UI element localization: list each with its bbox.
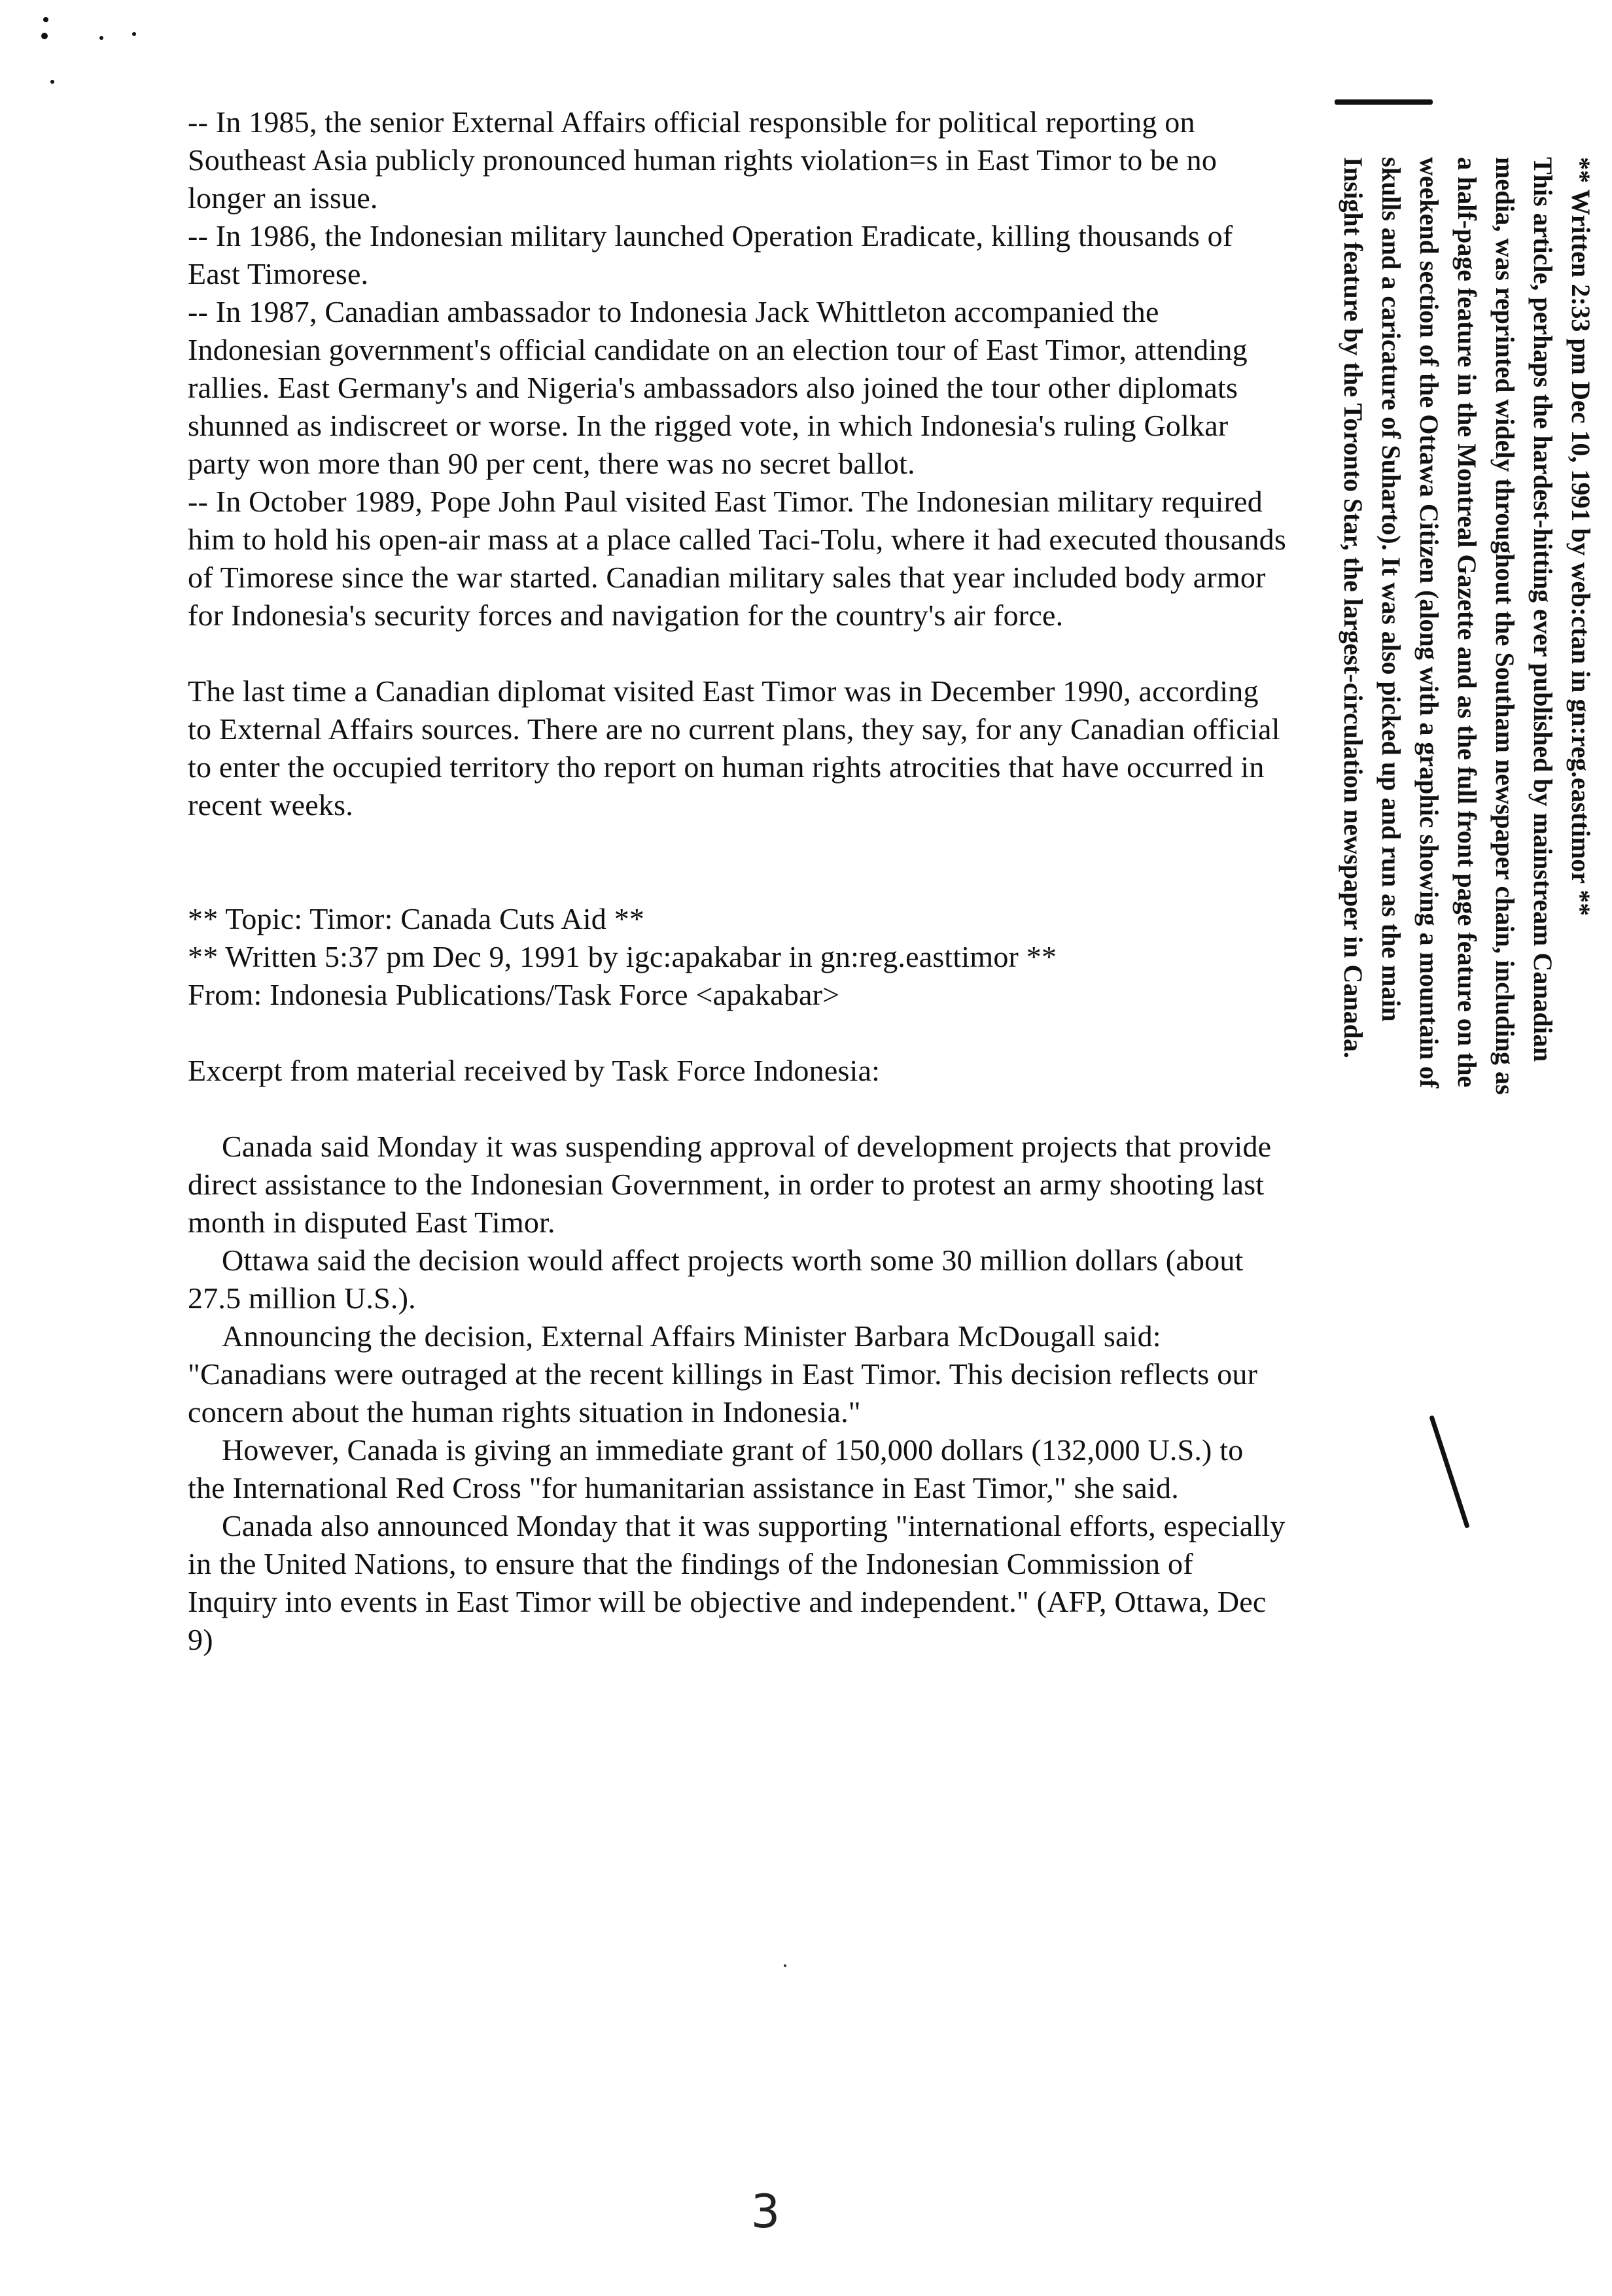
- paragraph-1987: -- In 1987, Canadian ambassador to Indonesia Jack Whittleton accompanied the Indonesian government's official candidate on an election tour of East Timor, attending rallies. East Germany's and Nigeria's ambassadors also joined the tour other diplomats shunned as indiscreet or worse. In the rigged vote, in which Indonesia's ruling Golkar party won more than 90 per cent, there was no secret ballot.: [188, 295, 1248, 480]
- excerpt-intro: Excerpt from material received by Task Force Indonesia:: [188, 1054, 881, 1087]
- page-number: 3: [750, 2185, 780, 2238]
- written-line: ** Written 5:37 pm Dec 9, 1991 by igc:apakabar in gn:reg.easttimor **: [188, 940, 1057, 973]
- rotated-side-note: [1334, 157, 1600, 1099]
- article-paragraph-1: Canada said Monday it was suspending approval of development projects that provide direct assistance to the Indonesian Government, in order to protest an army shooting last month in disputed East Timor.: [188, 1130, 1272, 1239]
- topic-line: ** Topic: Timor: Canada Cuts Aid **: [188, 902, 645, 935]
- from-line: From: Indonesia Publications/Task Force <apakabar>: [188, 978, 840, 1011]
- side-note-written-line: ** Written 2:33 pm Dec 10, 1991 by web:ctan in gn:reg.easttimor **: [1566, 157, 1596, 916]
- article-paragraph-5: Canada also announced Monday that it was supporting "international efforts, especially in the United Nations, to ensure that the findings of the Indonesian Commission of Inquiry into events in East Timor will be objective and independent." (AFP, Ottawa, Dec 9): [188, 1509, 1286, 1656]
- paragraph-1986: -- In 1986, the Indonesian military launched Operation Eradicate, killing thousands of East Timorese.: [188, 219, 1233, 290]
- article-paragraph-4: However, Canada is giving an immediate grant of 150,000 dollars (132,000 U.S.) to the International Red Cross "for humanitarian assistance in East Timor," she said.: [188, 1433, 1244, 1505]
- paragraph-1985: -- In 1985, the senior External Affairs official responsible for political reporting on Southeast Asia publicly pronounced human rights violation=s in East Timor to be no longer an issue.: [188, 105, 1218, 215]
- paragraph-last-visit: The last time a Canadian diplomat visited East Timor was in December 1990, according to External Affairs sources. There are no current plans, they say, for any Canadian official to enter the occupied territory tho report on human rights atrocities that have occurred in recent weeks.: [188, 674, 1280, 822]
- pen-mark-top: [1335, 99, 1433, 105]
- side-note-body: This article, perhaps the hardest-hitting ever published by mainstream Canadian media, was reprinted widely throughout the Southam newspaper chain, including as a half-page feature in the Montreal Gazette and as the full front page feature on the weekend section of the Ottawa Citizen (along with a graphic showing a mountain of skulls and a caricature of Suharto). It was also picked up and run as the main Insight feature by the Toronto Star, the largest-circulation newspaper in Canada.: [1339, 157, 1558, 1095]
- main-text-column: [188, 103, 1287, 1659]
- paragraph-1989: -- In October 1989, Pope John Paul visited East Timor. The Indonesian military required him to hold his open-air mass at a place called Taci-Tolu, where it had executed thousands of Timorese since the war started. Canadian military sales that year included body armor for Indonesia's security forces and navigation for the country's air force.: [188, 485, 1286, 632]
- article-paragraph-3: Announcing the decision, External Affairs Minister Barbara McDougall said: "Canadians were outraged at the recent killings in East Timor. This decision reflects our concern about the human rights situation in Indonesia.": [188, 1319, 1258, 1429]
- article-paragraph-2: Ottawa said the decision would affect projects worth some 30 million dollars (about 27.5 million U.S.).: [188, 1244, 1244, 1315]
